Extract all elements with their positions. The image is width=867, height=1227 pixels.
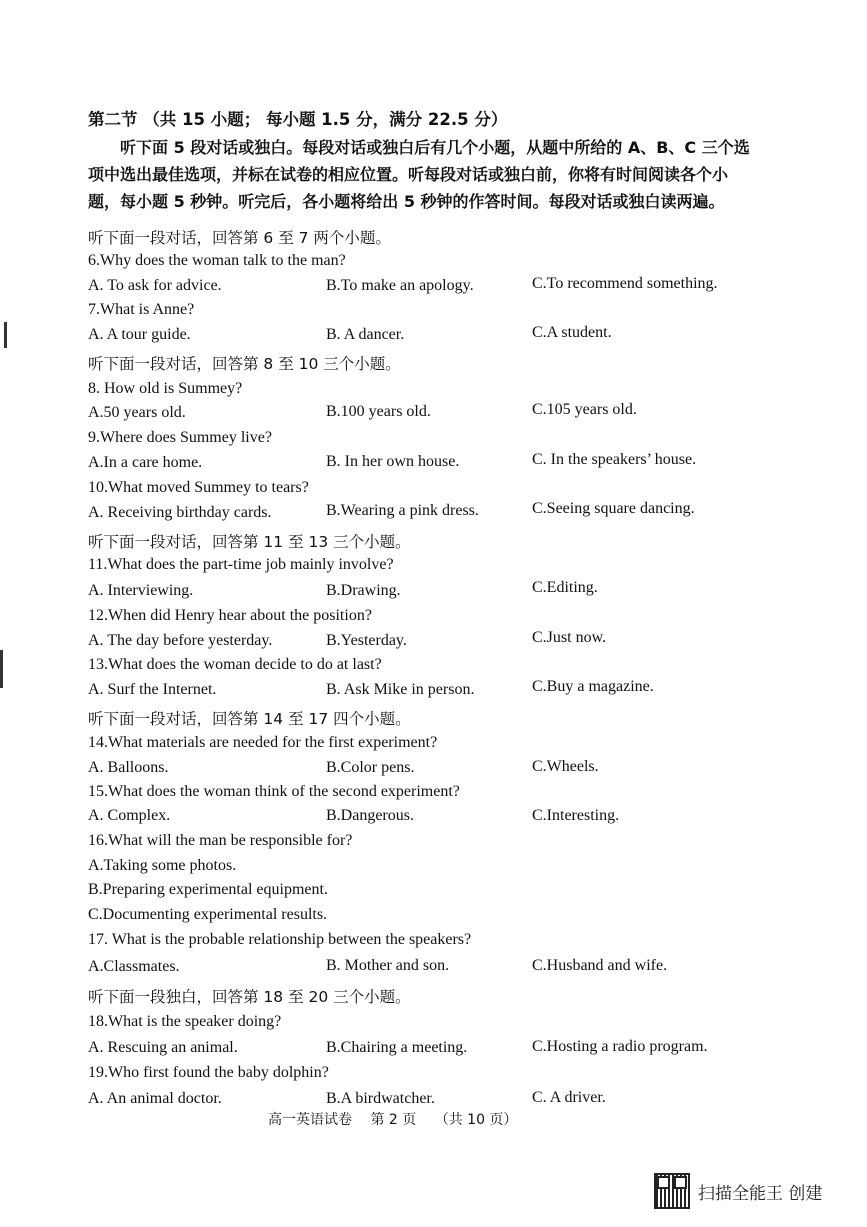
option-c: C. In the speakers’ house. [532, 451, 697, 468]
option-c: C.105 years old. [532, 401, 637, 418]
question-text: 6.Why does the woman talk to the man? [88, 252, 346, 269]
instructions [88, 134, 778, 215]
left-edge-mark [0, 650, 3, 688]
option-a: A. Complex. [88, 807, 171, 824]
question-text: 8. How old is Summey? [88, 380, 243, 397]
question-text: 11.What does the part-time job mainly involve? [88, 556, 394, 573]
dialog-header: 听下面一段独白，回答第 18 至 20 三个小题。 [88, 988, 411, 1006]
option-b: B.Yesterday. [326, 632, 407, 649]
dialog-header: 听下面一段对话，回答第 8 至 10 三个小题。 [88, 355, 401, 373]
option-a: A. Interviewing. [88, 582, 194, 599]
option-b: B. A dancer. [326, 326, 405, 343]
footer-title: 高一英语试卷 [268, 1112, 352, 1128]
option-a: A. The day before yesterday. [88, 632, 273, 649]
option-c: C.Just now. [532, 629, 607, 646]
scanner-watermark [654, 1173, 822, 1209]
option-c: C.Husband and wife. [532, 957, 668, 974]
option-a: A.50 years old. [88, 404, 186, 421]
question-text: 15.What does the woman think of the second experiment? [88, 783, 460, 800]
section-header: 第二节 （共 15 小题； 每小题 1.5 分，满分 22.5 分） [88, 110, 508, 129]
option-a: A.Taking some photos. [88, 857, 237, 874]
option-b: B. Mother and son. [326, 957, 450, 974]
option-c: C.Seeing square dancing. [532, 500, 695, 517]
footer-total-pages: （共 10 页） [434, 1112, 518, 1128]
option-c: C.Editing. [532, 579, 598, 596]
option-a: A. Rescuing an animal. [88, 1039, 238, 1056]
option-b: B.To make an apology. [326, 277, 474, 294]
question-text: 12.When did Henry hear about the position? [88, 607, 372, 624]
question-text: 16.What will the man be responsible for? [88, 832, 353, 849]
dialog-header: 听下面一段对话，回答第 6 至 7 两个小题。 [88, 229, 391, 247]
question-text: 14.What materials are needed for the first experiment? [88, 734, 438, 751]
question-text: 7.What is Anne? [88, 301, 195, 318]
footer-page-number: 第 2 页 [370, 1112, 417, 1128]
option-c: C.To recommend something. [532, 275, 718, 292]
option-b: B.Wearing a pink dress. [326, 502, 479, 519]
qr-code-icon [654, 1173, 690, 1209]
option-a: A. Balloons. [88, 759, 169, 776]
question-text: 9.Where does Summey live? [88, 429, 272, 446]
option-b: B.Chairing a meeting. [326, 1039, 468, 1056]
question-text: 19.Who first found the baby dolphin? [88, 1064, 329, 1081]
option-c: C.Wheels. [532, 758, 599, 775]
instruction-line: 项中选出最佳选项，并标在试卷的相应位置。听每段对话或独白前，你将有时间阅读各个小 [88, 165, 729, 184]
option-a: A.Classmates. [88, 958, 180, 975]
instruction-line: 听下面 5 段对话或独白。每段对话或独白后有几个小题，从题中所给的 A、B、C 三个选 [120, 138, 750, 157]
option-c: C.Documenting experimental results. [88, 906, 328, 923]
option-b: B.100 years old. [326, 403, 431, 420]
option-b: B.Drawing. [326, 582, 401, 599]
option-a: A. An animal doctor. [88, 1090, 222, 1107]
option-b: B. Ask Mike in person. [326, 681, 475, 698]
option-b: B.Dangerous. [326, 807, 414, 824]
option-a: A. To ask for advice. [88, 277, 222, 294]
question-text: 13.What does the woman decide to do at last? [88, 656, 382, 673]
question-text: 17. What is the probable relationship between the speakers? [88, 931, 472, 948]
option-b: B.Preparing experimental equipment. [88, 881, 328, 898]
dialog-header: 听下面一段对话，回答第 11 至 13 三个小题。 [88, 533, 411, 551]
instruction-line: 题，每小题 5 秒钟。听完后，各小题将给出 5 秒钟的作答时间。每段对话或独白读两遍。 [88, 192, 725, 211]
option-a: A. A tour guide. [88, 326, 191, 343]
question-text: 18.What is the speaker doing? [88, 1013, 282, 1030]
watermark-text: 扫描全能王 创建 [698, 1183, 823, 1204]
option-c: C.A student. [532, 324, 612, 341]
page-footer [268, 1109, 531, 1129]
option-a: A.In a care home. [88, 454, 203, 471]
left-edge-mark [4, 322, 7, 348]
option-b: B.Color pens. [326, 759, 415, 776]
option-c: C. A driver. [532, 1089, 606, 1106]
option-b: B. In her own house. [326, 453, 460, 470]
option-c: C.Hosting a radio program. [532, 1038, 708, 1055]
option-a: A. Surf the Internet. [88, 681, 217, 698]
question-text: 10.What moved Summey to tears? [88, 479, 309, 496]
option-a: A. Receiving birthday cards. [88, 504, 272, 521]
option-c: C.Interesting. [532, 807, 620, 824]
option-c: C.Buy a magazine. [532, 678, 654, 695]
dialog-header: 听下面一段对话，回答第 14 至 17 四个小题。 [88, 710, 411, 728]
option-b: B.A birdwatcher. [326, 1090, 435, 1107]
